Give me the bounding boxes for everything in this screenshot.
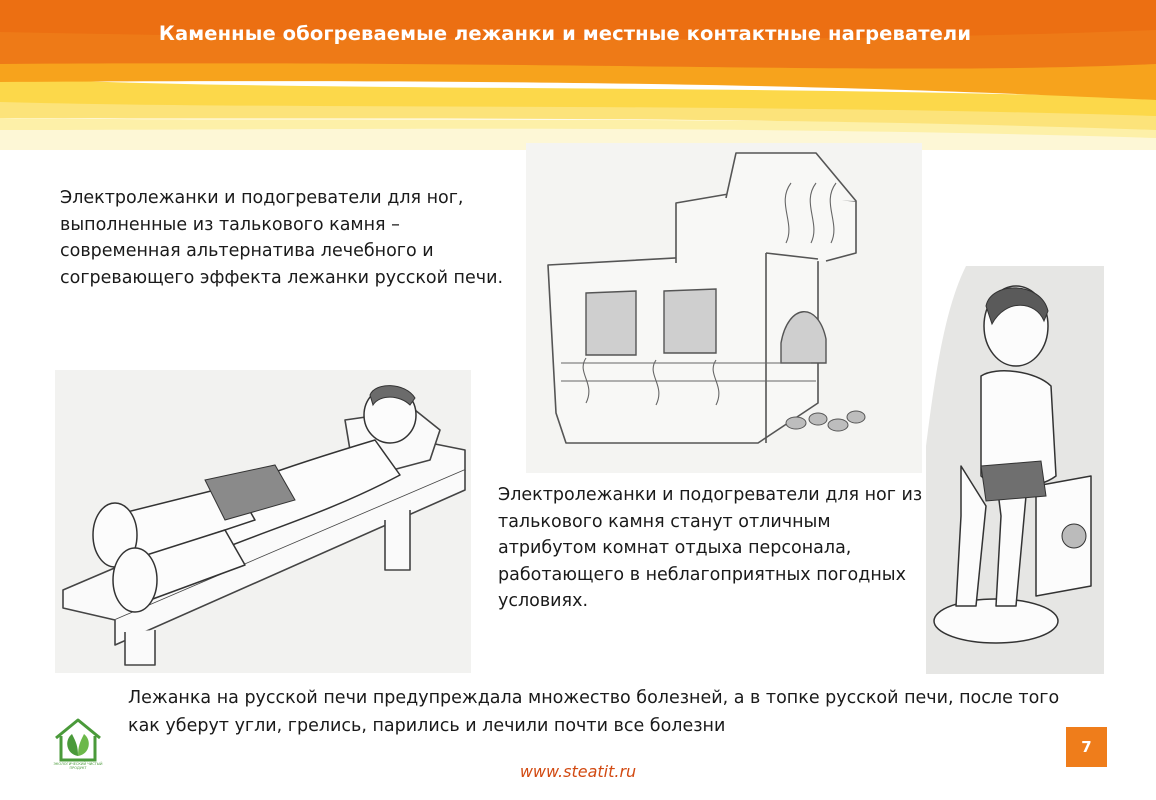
seated-sketch bbox=[926, 266, 1104, 674]
intro-paragraph: Электролежанки и подогреватели для ног, выполненные из талькового камня – современная альтернатива лечебного и согревающего эффекта лежанки русской печи. bbox=[60, 188, 504, 288]
website-link[interactable]: www.steatit.ru bbox=[519, 762, 637, 781]
couch-sketch bbox=[55, 370, 471, 673]
history-paragraph: Лежанка на русской печи предупреждала множество болезней, а в топке русской печи, после того как уберут угли, грелись, парились и лечили почти все болезни bbox=[128, 688, 1060, 736]
page-number: 7 bbox=[1066, 727, 1107, 767]
staff-paragraph: Электролежанки и подогреватели для ног из талькового камня станут отличным атрибутом комнат отдыха персонала, работающего в неблагоприятных погодных условиях. bbox=[498, 485, 923, 611]
page-title: Каменные обогреваемые лежанки и местные контактные нагреватели bbox=[158, 22, 972, 45]
header-banner bbox=[0, 0, 1156, 150]
stove-sketch bbox=[526, 143, 922, 473]
logo-caption: ЭКОЛОГИЧЕСКИЙ ЧИСТЫЙ ПРОДУКТ bbox=[53, 762, 103, 770]
